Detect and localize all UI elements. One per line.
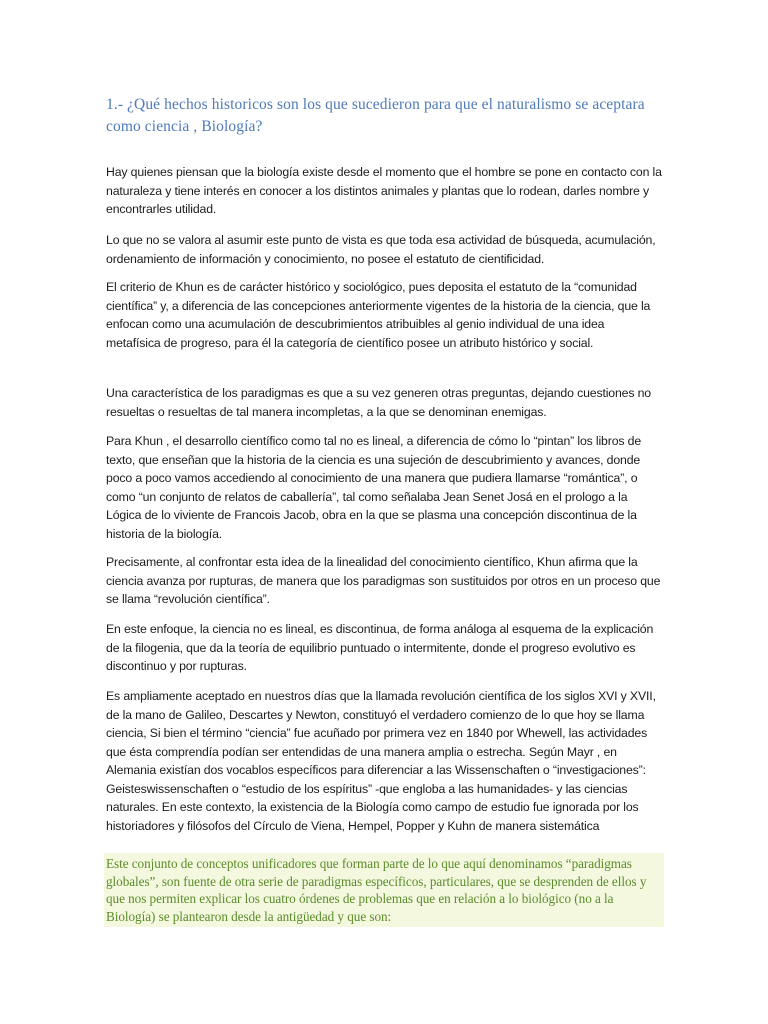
question-heading: 1.- ¿Qué hechos historicos son los que sucedieron para que el naturalismo se aceptara como ciencia , Biología? — [106, 96, 645, 135]
paragraph-1: Hay quienes piensan que la biología existe desde el momento que el hombre se pone en contacto con la naturaleza y tiene interés en conocer a los distintos animales y plantas que lo rodean, darles nombre y encontrarles utilidad. — [106, 165, 662, 216]
highlighted-paragraph: Este conjunto de conceptos unificadores que forman parte de lo que aquí denominamos “paradigmas globales”, son fuente de otra serie de paradigmas específicos, particulares, que se desprenden de ellos y que nos permiten explicar los cuatro órdenes de problemas que en relación a lo biológico (no a la Biología) se plantearon desde la antigüedad y que son: — [104, 853, 664, 927]
paragraph-6: Precisamente, al confrontar esta idea de la linealidad del conocimiento científico, Khun afirma que la ciencia avanza por rupturas, de manera que los paradigmas son sustituidos por otros en un proceso que se llama “revolución científica”. — [106, 555, 661, 606]
paragraph-5: Para Khun , el desarrollo científico como tal no es lineal, a diferencia de cómo lo “pintan” los libros de texto, que enseñan que la historia de la ciencia es una sujeción de descubrimiento y avances, donde poco a poco vamos accediendo al conocimiento de una manera que pudiera llamarse “romántica”, o como “un conjunto de relatos de caballería”, tal como señalaba Jean Senet Josá en el prologo a la Lógica de lo viviente de Francois Jacob, obra en la que se plasma una concepción discontinua de la historia de la biología. — [106, 434, 642, 541]
paragraph-3: El criterio de Khun es de carácter histórico y sociológico, pues deposita el estatuto de la “comunidad científica” y, a diferencia de las concepciones anteriormente vigentes de la historia de la ciencia, que la enfocan como una acumulación de descubrimientos atribuibles al genio individual de una idea metafísica de progreso, para él la categoría de científico posee un atributo histórico y social. — [106, 280, 651, 350]
paragraph-8: Es ampliamente aceptado en nuestros días que la llamada revolución científica de los siglos XVI y XVII, de la mano de Galileo, Descartes y Newton, constituyó el verdadero comienzo de lo que hoy se llama ciencia, Si bien el término “ciencia” fue acuñado por primera vez en 1840 por Whewell, las actividades que ésta comprendía podían ser entendidas de una manera amplia o estrecha. Según Mayr , en Alemania existían dos vocablos específicos para diferenciar a las Wissenschaften o “investigaciones”: Geisteswissenschaften o “estudio de los espíritus” -que engloba a las humanidades- y las ciencias naturales. En este contexto, la existencia de la Biología como campo de estudio fue ignorada por los historiadores y filósofos del Círculo de Viena, Hempel, Popper y Kuhn de manera sistemática — [106, 689, 656, 833]
paragraph-4: Una característica de los paradigmas es que a su vez generen otras preguntas, dejando cuestiones no resueltas o resueltas de tal manera incompletas, a la que se denominan enemigas. — [106, 386, 652, 419]
paragraph-7: En este enfoque, la ciencia no es lineal, es discontinua, de forma análoga al esquema de la explicación de la filogenia, que da la teoría de equilibrio puntuado o intermitente, donde el progreso evolutivo es discontinuo y por rupturas. — [106, 622, 654, 673]
paragraph-2: Lo que no se valora al asumir este punto de vista es que toda esa actividad de búsqueda, acumulación, ordenamiento de información y conocimiento, no posee el estatuto de cientificidad. — [106, 233, 656, 266]
